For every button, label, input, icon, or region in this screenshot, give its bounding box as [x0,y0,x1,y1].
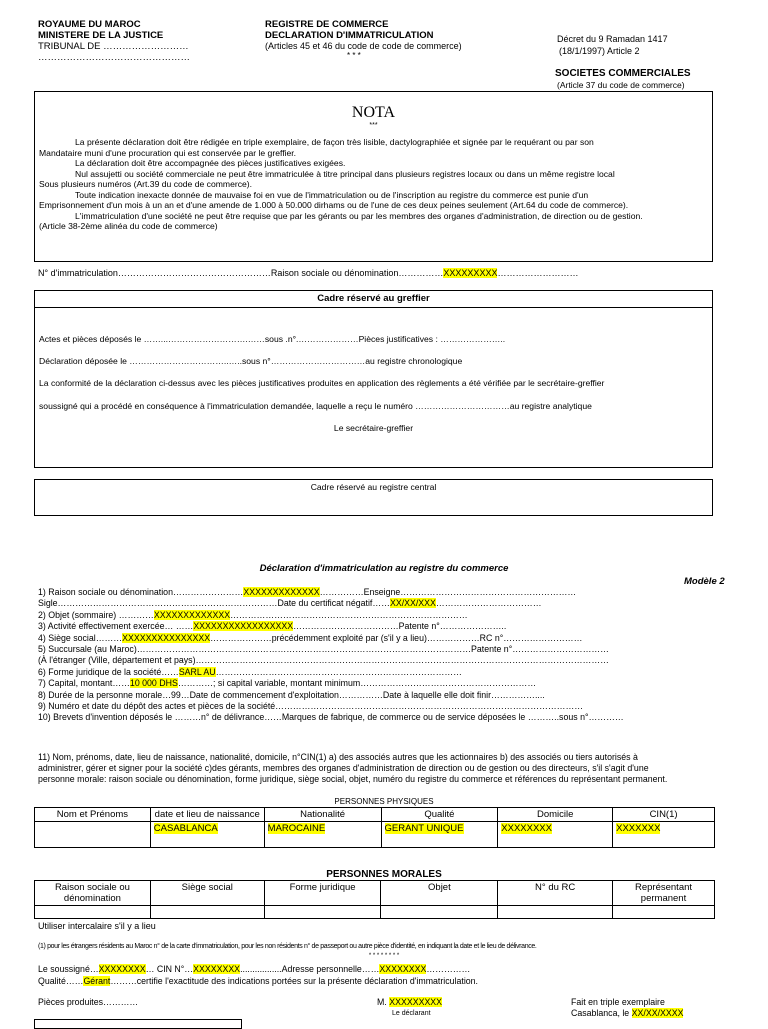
declaration-title: DECLARATION D'IMMATRICULATION [265,30,434,41]
empty-cell[interactable] [613,906,715,919]
siege-social-field[interactable]: XXXXXXXXXXXXXXX [122,632,211,643]
pieces-box [34,1019,242,1029]
nota-title: NOTA [351,104,396,121]
declarant-label: Le déclarant [392,1010,431,1017]
greffier-box [34,290,713,468]
empty-cell[interactable] [150,906,264,919]
physiques-title: PERSONNES PHYSIQUES [334,797,434,806]
empty-cell[interactable] [264,906,381,919]
col-header: Siège social [150,881,264,906]
immatriculation-line [38,268,578,278]
pieces-produites: Pièces produites………… [38,997,139,1007]
forme-juridique-field[interactable]: SARL AU [178,666,216,677]
item-line: 1) Raison sociale ou dénomination……………………XXXXXXXXXXXXX……………Enseigne…………………………………………………… [38,587,577,597]
date-field[interactable]: XX/XX/XXXX [631,1008,684,1018]
header-left [38,19,163,41]
item11-line: 11) Nom, prénoms, date, lieu de naissance, nationalité, domicile, n°CIN(1) a) des associés autres que les actionnaires b) des associés ou tiers autorisés à [38,752,638,762]
col-header: Objet [381,881,498,906]
item11-line: administrer, gérer et signer pour la société c)des gérants, membres des organes d'administration de direction ou de gestion ou des directeurs, s'il s'agit d'une [38,763,649,774]
nota-line: Mandataire muni d'une procuration qui est conservée par le greffier. [39,147,297,158]
nota-stars: *** [369,122,378,129]
item-line: 7) Capital, montant……10 000 DHS…………; si capital variable, montant minimum…………………………………………………… [38,678,537,689]
nationalite-cell[interactable]: MAROCAINE [264,822,381,848]
kingdom-label: ROYAUME DU MAROC [38,19,141,30]
col-header: Forme juridique [264,881,381,906]
greffier-line: La conformité de la déclaration ci-dessus avec les pièces justificatives produites en application des règlements a été vérifiée par le secrétaire-greffier [39,378,605,388]
greffier-line: soussigné qui a procédé en conséquence à l'immatriculation demandée, laquelle a reçu le numéro ……………………………au registre analytique [39,401,592,411]
soussigne-name-field[interactable]: XXXXXXXX [98,964,146,974]
raison-sociale-field[interactable]: XXXXXXXXXXXXX [243,587,320,597]
casablanca-date-line: Casablanca, le XX/XX/XXXX [571,1008,684,1018]
central-title: Cadre réservé au registre central [310,482,437,492]
item-line: 3) Activité effectivement exercée… ……XXXXXXXXXXXXXXXXX………………………………Patente n°………………….. [38,621,507,632]
nota-line: (Article 38-2ème alinéa du code de commerce) [39,221,218,231]
item-line: 10) Brevets d'invention déposés le ………n° de délivrance……Marques de fabrique, de commerce ou de service déposées le ………..sous n°………… [38,712,624,723]
table-header-row [35,808,715,822]
col-header: Représentant permanent [613,881,715,906]
greffier-title: Cadre réservé au greffier [35,291,712,308]
table-row [35,822,715,848]
domicile-cell[interactable]: XXXXXXXX [498,822,613,848]
morales-table [34,880,715,919]
nota-text [35,137,712,232]
morales-title: PERSONNES MORALES [326,869,442,880]
naissance-cell[interactable]: CASABLANCA [150,822,264,848]
nota-line: Emprisonnement d'un mois à un an et d'une amende de 1.000 à 50.000 dirhams ou de l'une de ces deux peines seulement (Art.64 du code de commerce). [39,200,629,210]
ministry-label: MINISTERE DE LA JUSTICE [38,30,164,41]
societes-article: (Article 37 du code de commerce) [557,80,685,90]
registre-central-box [34,479,713,516]
objet-field[interactable]: XXXXXXXXXXXXX [153,609,231,620]
cin-field[interactable]: XXXXXXXX [193,964,241,974]
item-line: 6) Forme juridique de la société……SARL AU………………………………………………………………………… [38,666,462,677]
cin-cell[interactable]: XXXXXXX [613,822,715,848]
item-line: 2) Objet (sommaire) …………XXXXXXXXXXXXX……………………………………………………………………… [38,609,468,620]
col-header: N° du RC [498,881,613,906]
raison-sociale-value[interactable]: XXXXXXXXX [443,268,498,278]
nota-line: La déclaration doit être accompagnée des pièces justificatives exigées. [75,158,346,168]
nota-line: Nul assujetti ou société commerciale ne peut être immatriculée à titre principal dans plusieurs registres locaux ou dans un même registre local [75,168,615,179]
table-header-row [35,881,715,906]
modele-label: Modèle 2 [684,576,725,587]
tribunal-block [38,41,190,63]
empty-cell[interactable] [35,906,151,919]
activite-field[interactable]: XXXXXXXXXXXXXXXXX [193,621,294,632]
declaration-items [38,587,624,724]
nom-cell[interactable] [35,822,151,848]
fait-label: Fait en triple exemplaire [571,997,665,1007]
header-center [265,19,462,60]
col-header: Nom et Prénoms [35,808,151,822]
item-line: 4) Siège social………XXXXXXXXXXXXXXX…………………précédemment exploité par (s'il y a lieu)………………RC n°……………………… [38,632,583,643]
col-header: Raison sociale ou dénomination [35,881,151,906]
immat-dots: ……………………… [497,268,579,278]
col-header: Domicile [498,808,613,822]
tribunal-label: TRIBUNAL DE ……………………… [38,41,189,52]
col-header: Nationalité [264,808,381,822]
physiques-table [34,807,715,848]
item-line: 8) Durée de la personne morale…99…Date de commencement d'exploitation……………Date à laquelle elle doit finir…………….... [38,689,545,700]
certificat-date-field[interactable]: XX/XX/XXX [389,598,436,609]
qualite-field[interactable]: Gérant [83,976,111,986]
registre-title: REGISTRE DE COMMERCE [265,19,389,30]
m-label: M. [377,997,387,1007]
declaration-heading: Déclaration d'immatriculation au registre du commerce [259,563,509,574]
capital-field[interactable]: 10 000 DHS [129,678,178,689]
qualite-cell[interactable]: GERANT UNIQUE [381,822,498,848]
decree-date: (18/1/1997) Article 2 [559,46,640,56]
nota-line: Toute indication inexacte donnée de mauvaise foi en vue de l'immatriculation ou de l'inscription au registre du commerce est punie d'un [75,189,589,200]
col-header: CIN(1) [613,808,715,822]
item-line: 9) Numéro et date du dépôt des actes et pièces de la société…………………………………………………………………………………………… [38,701,584,712]
item-line: (À l'étranger (Ville, département et pays)…………………………………………………………………………………………………………………………… [38,655,609,666]
greffier-line: Déclaration déposée le ……………………………..…..sous n°……………………………au registre chronologique [39,356,463,366]
nota-line: Sous plusieurs numéros (Art.39 du code de commerce). [39,179,253,189]
greffier-line: Actes et pièces déposés le ……...……………………….……sous .n°.…………………Pièces justificatives : ………………….. [39,334,506,344]
item11-line: personne morale: raison sociale ou dénomination, forme juridique, siège social, objet, numéro du registre du commerce et références du représentant permanent. [38,774,668,785]
item-11-text [38,752,667,786]
declarant-block [377,997,442,1007]
header-decree [557,33,668,57]
articles-ref: (Articles 45 et 46 du code de code de commerce) [265,41,462,51]
col-header: date et lieu de naissance [150,808,264,822]
nota-box [34,91,713,262]
nota-line: La présente déclaration doit être rédigée en triple exemplaire, de façon très lisible, dactylographiée et signée par le requérant ou par son [75,137,594,147]
empty-cell[interactable] [381,906,498,919]
societes-label: SOCIETES COMMERCIALES [555,68,691,79]
header-stars: * * * [347,51,361,60]
immat-label: N° d'immatriculation……………………………………………Raison sociale ou dénomination…………… [38,268,444,278]
nota-line: L'immatriculation d'une société ne peut être requise que par les gérants ou par les membres des organes d'administration, de direction ou de gestion. [75,210,643,221]
col-header: Qualité [381,808,498,822]
tribunal-dots: ………………………………………… [38,52,190,63]
item-line: Sigle…………………………………………………………………Date du certificat négatif……XX/XX/XXX……………………………… [38,598,542,609]
soussigne-line: Le soussigné…XXXXXXXX… CIN N°…XXXXXXXX.................Adresse personnelle……XXXXXXXX…………… [38,964,471,974]
decree-label: Décret du 9 Ramadan 1417 [557,34,668,44]
table-row [35,906,715,919]
footnote: (1) pour les étrangers résidents au Maroc n° de la carte d'immatriculation, pour les non résidents n° de passeport ou autre pièce d'identité, en indiquant la date et le lieu de délivrance. [38,943,537,950]
footer-stars: * * * * * * * * [368,953,400,959]
adresse-field[interactable]: XXXXXXXX [379,964,427,974]
declarant-name-field[interactable]: XXXXXXXXX [389,997,443,1007]
greffier-signature: Le secrétaire-greffier [333,423,414,433]
item-line: 5) Succursale (au Maroc)……………………………………………………………………………………………………Patente n°…………………………… [38,644,609,655]
intercalaire-note: Utiliser intercalaire s'il y a lieu [38,921,156,931]
qualite-line: Qualité……Gérant………certifie l'exactitude des indications portées sur la présente déclaration d'immatriculation. [38,976,479,986]
empty-cell[interactable] [498,906,613,919]
